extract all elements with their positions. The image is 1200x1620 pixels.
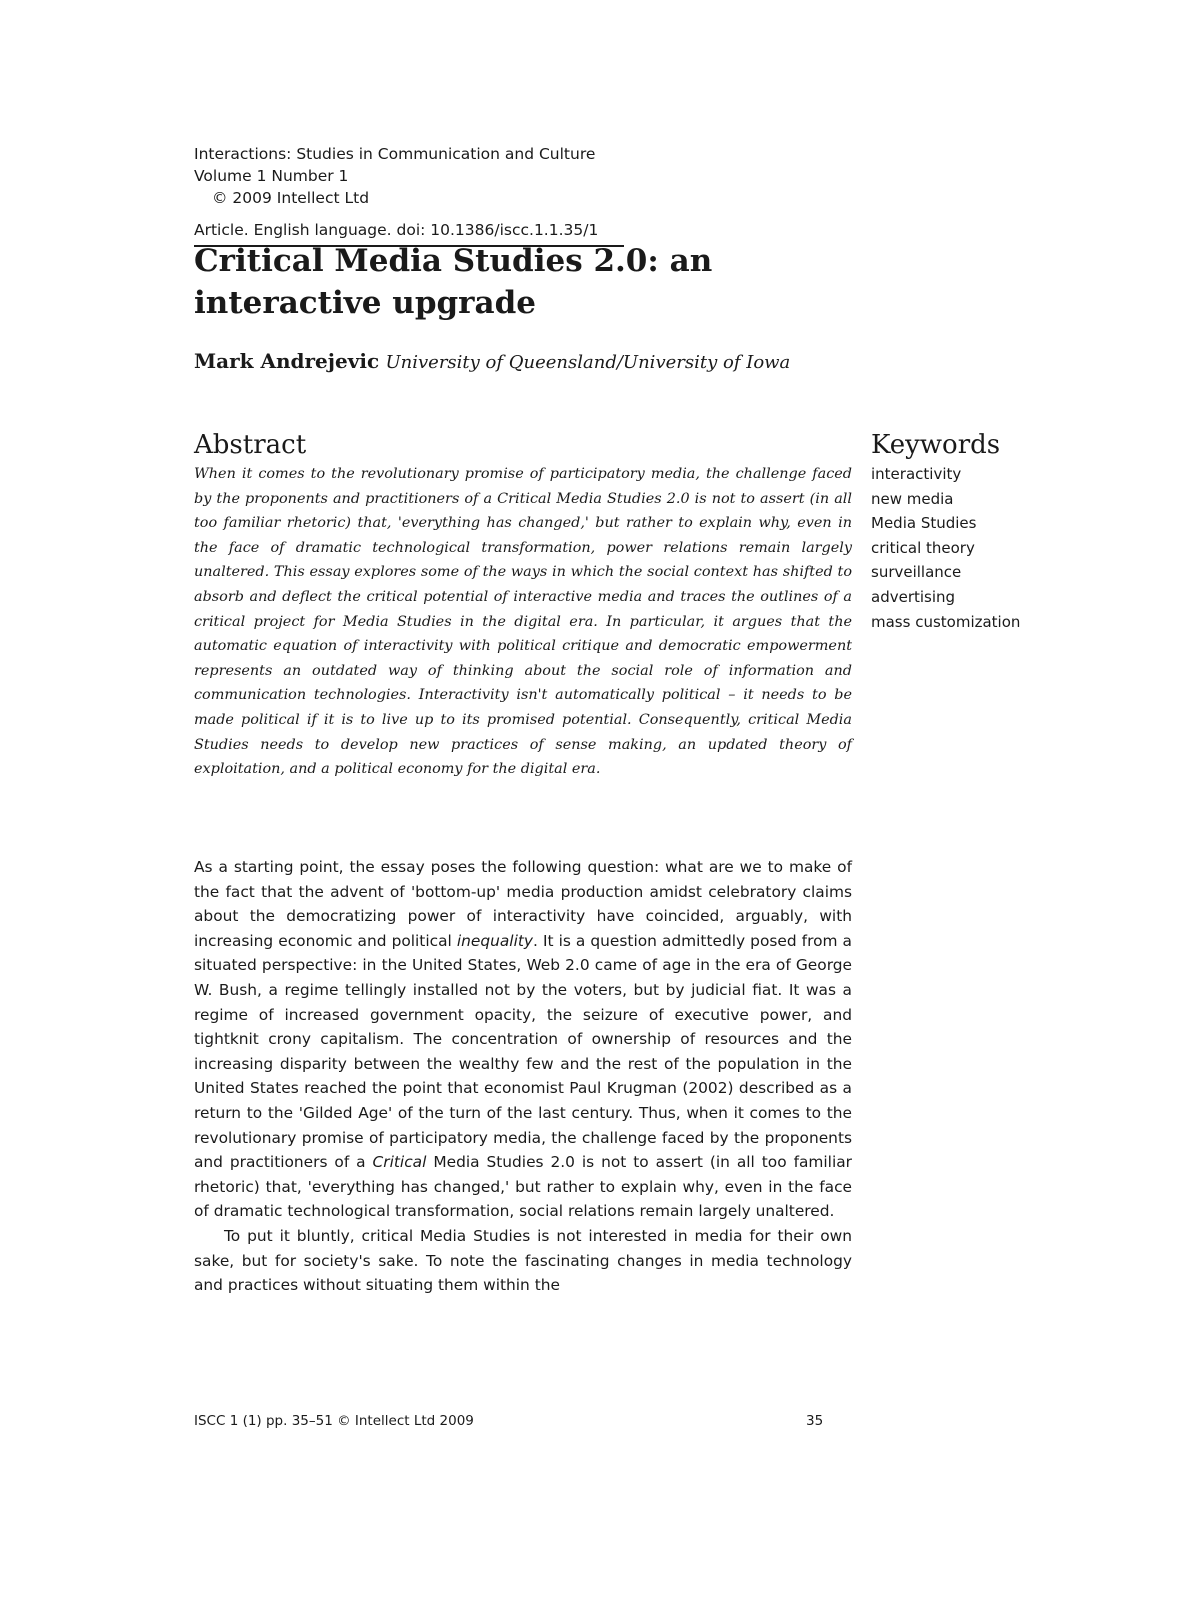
body-text bbox=[194, 855, 852, 1298]
keyword-item: advertising bbox=[871, 587, 956, 606]
journal-line: Interactions: Studies in Communication and Culture Volume 1 Number 1 bbox=[194, 145, 596, 185]
footer-citation: ISCC 1 (1) pp. 35–51 © Intellect Ltd 2009 bbox=[194, 1413, 474, 1429]
keywords-heading: Keywords bbox=[871, 430, 1001, 460]
keyword-item: interactivity bbox=[871, 465, 962, 483]
body-paragraph-2: To put it bluntly, critical Media Studies is not interested in media for their own sake, but for society's sake. To note the fascinating changes in media technology and practices without situating them within the bbox=[194, 1226, 852, 1295]
copyright-line: © 2009 Intellect Ltd bbox=[212, 189, 370, 207]
author-name: Mark Andrejevic bbox=[194, 349, 380, 373]
page-number: 35 bbox=[806, 1413, 824, 1429]
keyword-item: new media bbox=[871, 489, 954, 508]
journal-header bbox=[194, 143, 624, 247]
article-doi-line: Article. English language. doi: 10.1386/iscc.1.1.35/1 bbox=[194, 219, 624, 247]
keyword-item: Media Studies bbox=[871, 514, 977, 533]
body-paragraph-1 bbox=[194, 855, 852, 1224]
keyword-item: critical theory bbox=[871, 538, 975, 557]
body-text-segment: As a starting point, the essay poses the following question: what are we to make of the fact that the advent of 'bottom-up' media production amidst celebratory claims about the democratizing power of interactivity have coincided, arguably, with increasing economic and political bbox=[194, 858, 852, 950]
abstract-heading: Abstract bbox=[194, 430, 307, 460]
keyword-item: surveillance bbox=[871, 563, 962, 582]
body-text-segment: Media Studies 2.0 is not to assert (in all too familiar rhetoric) that, 'everything has changed,' but rather to explain why, even in the face of dramatic technological transformation, social relations remain largely unaltered. bbox=[194, 1153, 852, 1221]
emphasis-inequality: inequality bbox=[456, 931, 533, 950]
abstract-text: When it comes to the revolutionary promise of participatory media, the challenge faced by the proponents and practitioners of a Critical Media Studies 2.0 is not to assert (in all too familiar rhetoric) that, 'everything has changed,' but rather to explain why, even in the face of dramatic technological transformation, power relations remain largely unaltered. This essay explores some of the ways in which the social context has shifted to absorb and deflect the critical potential of interactive media and traces the outlines of a critical project for Media Studies in the digital era. In particular, it argues that the automatic equation of interactivity with political critique and democratic empowerment represents an outdated way of thinking about the social role of information and communication technologies. Interactivity isn't automatically political – it needs to be made political if it is to live up to its promised potential. Consequently, critical Media Studies needs to develop new practices of sense making, an updated theory of exploitation, and a political economy for the digital era. bbox=[194, 466, 852, 778]
keyword-item: mass customization bbox=[871, 612, 1021, 631]
keywords-list bbox=[871, 462, 1020, 634]
author-affiliation: University of Queensland/University of Iowa bbox=[385, 352, 791, 373]
body-text-segment: . It is a question admittedly posed from a situated perspective: in the United States, Web 2.0 came of age in the era of George W. Bush, a regime tellingly installed not by the voters, but by judicial fiat. It was a regime of increased government opacity, the seizure of executive power, and tightknit crony capitalism. The concentration of ownership of resources and the increasing disparity between the wealthy few and the rest of the population in the United States reached the point that economist Paul Krugman (2002) described as a return to the 'Gilded Age' of the turn of the last century. Thus, when it comes to the revolutionary promise of participatory media, the challenge faced by the proponents and practitioners of a bbox=[194, 931, 852, 1172]
article-title: Critical Media Studies 2.0: an interactive upgrade bbox=[194, 243, 713, 321]
emphasis-critical: Critical bbox=[372, 1153, 427, 1172]
byline bbox=[194, 348, 790, 376]
